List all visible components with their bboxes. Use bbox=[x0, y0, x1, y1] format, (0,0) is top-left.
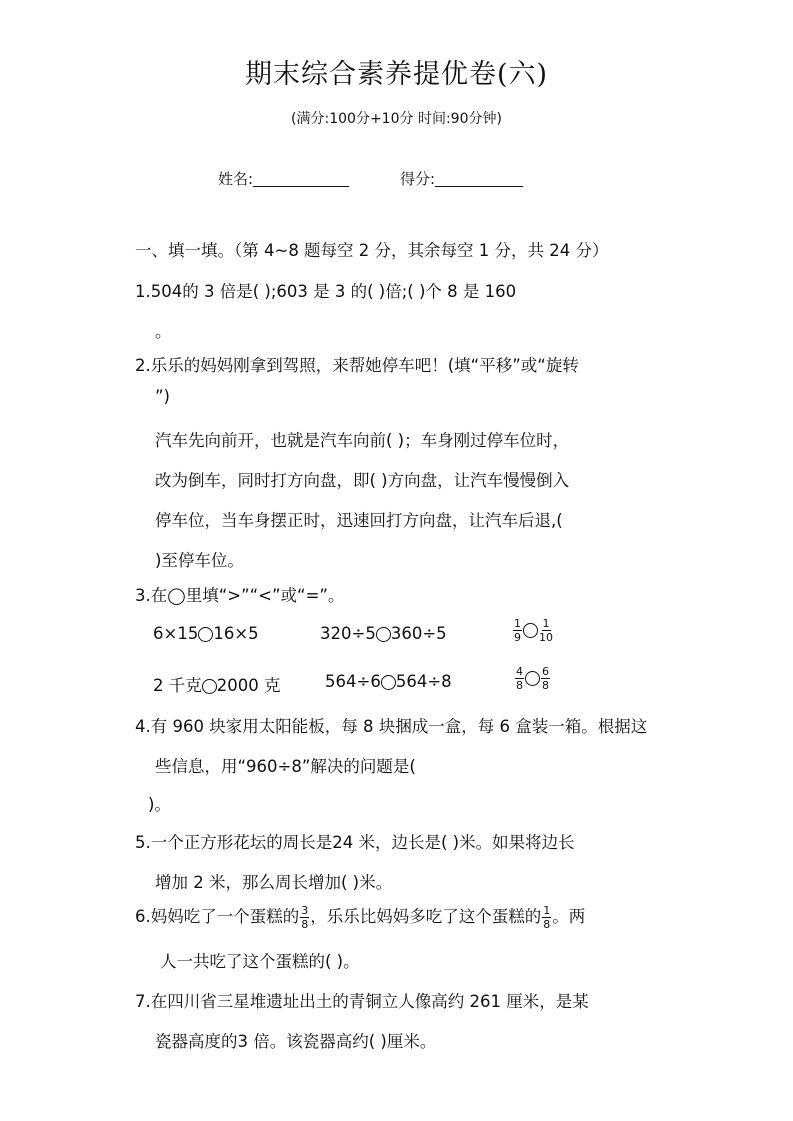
q2-line4: 改为倒车，同时打方向盘，即( )方向盘，让汽车慢慢倒入 bbox=[155, 471, 570, 490]
page-subtitle: (满分:100分+10分 时间:90分钟) bbox=[291, 111, 502, 127]
score-blank bbox=[435, 172, 523, 187]
q6-text-c: 。两 bbox=[552, 907, 586, 926]
q2-line5: 停车位，当车身摆正时，迅速回打方向盘，让汽车后退,( bbox=[155, 511, 563, 530]
blank-circle bbox=[202, 679, 217, 694]
q4-line1: 4.有 960 块家用太阳能板，每 8 块捆成一盒，每 6 盒装一箱。根据这 bbox=[135, 717, 648, 736]
q3-e-right: 564÷8 bbox=[395, 672, 452, 691]
q2-line6: )至停车位。 bbox=[155, 551, 244, 570]
blank-circle bbox=[525, 671, 540, 686]
q3-b-left: 320÷5 bbox=[320, 624, 376, 643]
name-label: 姓名: bbox=[218, 170, 254, 188]
q3-a-right: 16×5 bbox=[213, 624, 259, 643]
blank-circle bbox=[523, 623, 538, 638]
q6-text-a: 6.妈妈吃了一个蛋糕的 bbox=[135, 907, 300, 926]
q7-line1: 7.在四川省三星堆遗址出土的青铜立人像高约 261 厘米，是某 bbox=[135, 992, 589, 1011]
score-label: 得分: bbox=[400, 170, 436, 188]
q2-line2: ”) bbox=[155, 387, 170, 406]
q3-compare-c bbox=[512, 618, 554, 643]
name-field bbox=[218, 168, 349, 189]
q3-d-right: 2000 克 bbox=[216, 676, 281, 695]
q3-compare-a bbox=[153, 624, 259, 643]
fraction: $\frac{4}{8}$ bbox=[516, 665, 523, 692]
q1-line2: 。 bbox=[155, 322, 172, 341]
q2-line1: 2.乐乐的妈妈刚拿到驾照，来帮她停车吧！(填“平移”或“旋转 bbox=[135, 356, 579, 375]
name-blank bbox=[253, 172, 349, 187]
q3-line1: 3.在◯里填“>”“<”或“=”。 bbox=[135, 586, 345, 605]
q7-line2: 瓷器高度的3 倍。该瓷器高约( )厘米。 bbox=[155, 1032, 437, 1051]
q3-compare-f bbox=[514, 666, 551, 691]
q1-line1: 1.504的 3 倍是( );603 是 3 的( )倍;( )个 8 是 160 bbox=[135, 282, 517, 301]
q2-line3: 汽车先向前开，也就是汽车向前( )；车身刚过停车位时， bbox=[155, 431, 570, 450]
q6-line1 bbox=[135, 903, 585, 930]
q3-compare-b bbox=[320, 624, 447, 643]
section-heading: 一、填一填。（第 4~8 题每空 2 分，其余每空 1 分，共 24 分） bbox=[135, 241, 609, 260]
q6-text-b: ，乐乐比妈妈多吃了这个蛋糕的 bbox=[310, 907, 542, 926]
fraction: $\frac{6}{8}$ bbox=[542, 665, 549, 692]
q3-b-right: 360÷5 bbox=[390, 624, 447, 643]
page-title: 期末综合素养提优卷(六) bbox=[244, 59, 549, 90]
q5-line1: 5.一个正方形花坛的周长是24 米，边长是( )米。如果将边长 bbox=[135, 833, 575, 852]
q3-e-left: 564÷6 bbox=[325, 672, 381, 691]
q3-compare-e bbox=[325, 672, 452, 691]
blank-circle bbox=[376, 627, 391, 642]
blank-circle bbox=[381, 675, 396, 690]
score-field bbox=[400, 168, 523, 189]
q3-compare-d bbox=[153, 672, 281, 696]
q6-line2: 人一共吃了这个蛋糕的( )。 bbox=[160, 952, 360, 971]
q3-a-left: 6×15 bbox=[153, 624, 199, 643]
q3-d-left: 2 千克 bbox=[153, 676, 202, 695]
q5-line2: 增加 2 米，那么周长增加( )米。 bbox=[155, 873, 393, 892]
q4-line2: 些信息，用“960÷8”解决的问题是( bbox=[155, 757, 416, 776]
fraction: $\frac{3}{8}$ bbox=[301, 904, 309, 931]
blank-circle bbox=[198, 627, 213, 642]
fraction: $\frac{1}{10}$ bbox=[539, 617, 553, 644]
fraction: $\frac{1}{8}$ bbox=[543, 904, 551, 931]
q4-line3: )。 bbox=[148, 795, 171, 814]
fraction: $\frac{1}{9}$ bbox=[514, 617, 521, 644]
